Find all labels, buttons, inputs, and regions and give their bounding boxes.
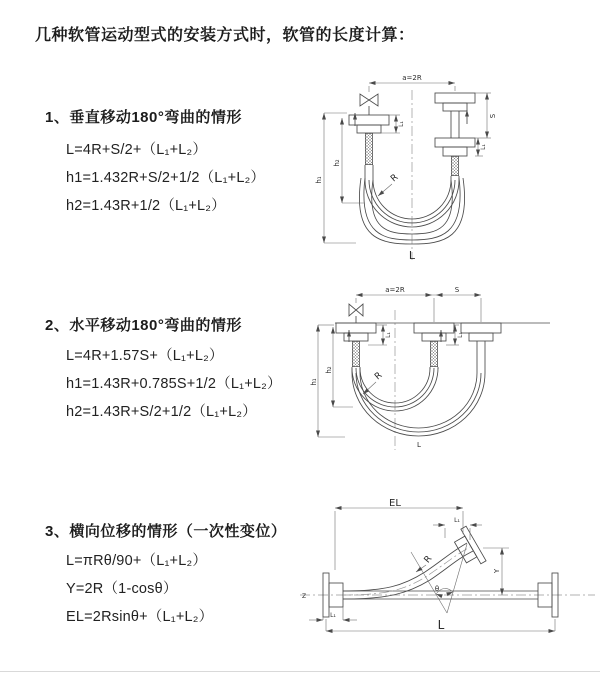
dim-label-l1: L₁ (454, 517, 460, 524)
tilted-flange (450, 526, 486, 570)
radius-label: R (389, 172, 401, 185)
length-label: L (417, 441, 421, 449)
dim-label-h1: h₁ (310, 378, 318, 386)
valve-icon (349, 304, 363, 316)
dim-label-l1: L₁ (385, 332, 392, 338)
diagram-horizontal-180-bend (305, 282, 595, 467)
diagram-linework (318, 295, 550, 450)
dim-label-l1: L₁ (457, 332, 464, 338)
dim-label-l1: L₁ (480, 144, 487, 150)
radius-label: R (373, 370, 385, 383)
dim-label-el: EL (389, 498, 401, 509)
axis-mark: Z (301, 593, 307, 600)
dim-label-h2: h₂ (333, 159, 341, 167)
dim-label-l1: L₁ (330, 612, 336, 619)
dim-label-h1: h₁ (315, 176, 323, 184)
formula-line: h2=1.43R+S/2+1/2（L₁+L₂） (66, 404, 257, 420)
formula-line: L=πRθ/90+（L₁+L₂） (66, 553, 208, 569)
dim-label-s: S (489, 113, 497, 119)
formula-line: h1=1.432R+S/2+1/2（L₁+L₂） (66, 170, 266, 186)
formula-line: L=4R+S/2+（L₁+L₂） (66, 142, 208, 158)
diagram-lateral-displacement (295, 498, 600, 653)
dim-label-l1: L₁ (398, 121, 405, 127)
formula-line: h1=1.43R+0.785S+1/2（L₁+L₂） (66, 376, 282, 392)
valve-icon (360, 94, 378, 106)
formula-line: EL=2Rsinθ+（L₁+L₂） (66, 609, 214, 625)
length-label: L (437, 618, 445, 632)
diagram-linework (300, 508, 595, 631)
dim-label-a2r: a=2R (385, 286, 405, 294)
diagram-linework (324, 83, 491, 260)
dim-label-h2: h₂ (325, 366, 333, 374)
section-1-heading: 1、垂直移动180°弯曲的情形 (45, 109, 242, 126)
diagram-vertical-180-bend (312, 68, 597, 265)
page-edge-divider (0, 671, 600, 672)
formula-line: L=4R+1.57S+（L₁+L₂） (66, 348, 224, 364)
page-title: 几种软管运动型式的安装方式时，软管的长度计算： (35, 27, 415, 44)
section-3-heading: 3、横向位移的情形（一次性变位） (45, 523, 287, 540)
dim-label-a2r: a=2R (402, 74, 422, 82)
formula-line: Y=2R（1-cosθ） (66, 581, 178, 597)
section-2-heading: 2、水平移动180°弯曲的情形 (45, 317, 242, 334)
theta-label: θ (434, 585, 440, 593)
dim-label-y: Y (493, 568, 501, 574)
formula-line: h2=1.43R+1/2（L₁+L₂） (66, 198, 226, 214)
length-label: L (408, 249, 416, 262)
dim-label-s: S (454, 286, 460, 294)
radius-label: R (422, 554, 435, 566)
